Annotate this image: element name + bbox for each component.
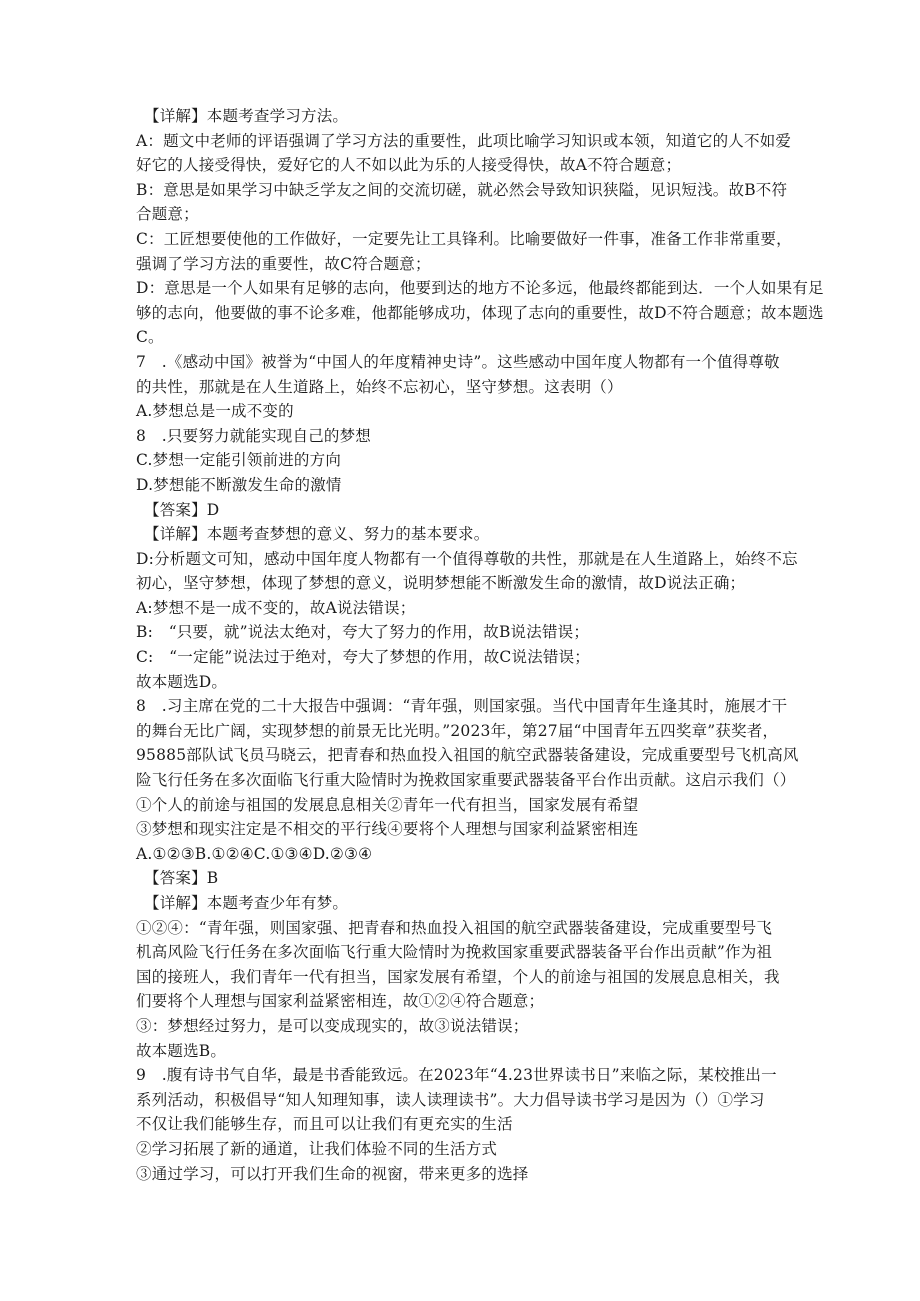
- option-d-analysis: D：意思是一个人如果有足够的志向，他要到达的地方不论多远，他最终都能到达．一个人如果有足: [136, 279, 824, 298]
- option-a-analysis: A：题文中老师的评语强调了学习方法的重要性，此项比喻学习知识或本领，知道它的人不如爱: [136, 131, 792, 150]
- question-8-analysis-cont-1: 机高风险飞行任务在多次面临飞行重大险情时为挽救国家重要武器装备平台作出贡献”作为祖: [136, 943, 773, 962]
- option-b-analysis-cont: 合题意；: [136, 205, 199, 224]
- option-b-analysis: B：意思是如果学习中缺乏学友之间的交流切磋，就必然会导致知识狭隘，见识短浅。故B不符: [136, 180, 788, 199]
- question-7-option-c: C.梦想一定能引领前进的方向: [136, 451, 342, 470]
- question-8-options: A.①②③B.①②④C.①③④D.②③④: [136, 844, 373, 863]
- question-8-stem-cont-2: 95885部队试飞员马晓云，把青春和热血投入祖国的航空武器装备建设，完成重要型号飞机高风: [136, 746, 799, 765]
- question-8-answer: 【答案】B: [144, 869, 219, 888]
- question-7-option-b: 8 .只要努力就能实现自己的梦想: [136, 426, 371, 445]
- document-body: [136, 104, 824, 1186]
- question-7-explanation-heading: 【详解】本题考查梦想的意义、努力的基本要求。: [144, 525, 490, 544]
- question-7-conclusion: 故本题选D。: [136, 672, 228, 691]
- question-7-option-a: A.梦想总是一成不变的: [136, 402, 294, 421]
- explanation-heading: 【详解】本题考查学习方法。: [144, 107, 349, 125]
- question-8-analysis-cont-3: 们要将个人理想与国家利益紧密相连，故①②④符合题意；: [136, 992, 545, 1011]
- question-8-stem-cont-3: 险飞行任务在多次面临飞行重大险情时为挽救国家重要武器装备平台作出贡献。这启示我们（）: [136, 771, 796, 790]
- option-c-analysis: C：工匠想要使他的工作做好，一定要先让工具锋利。比喻要做好一件事，准备工作非常重要，: [136, 229, 792, 248]
- question-9-stem-cont-1: 系列活动，积极倡导“知人知理知事，读人读理读书”。大力倡导读书学习是因为（）①学习: [136, 1090, 765, 1109]
- question-9-statement-2: ②学习拓展了新的通道，让我们体验不同的生活方式: [136, 1139, 498, 1158]
- question-7-answer: 【答案】D: [144, 500, 220, 519]
- question-7-stem-cont: 的共性，那就是在人生道路上，始终不忘初心，坚守梦想。这表明（）: [136, 377, 623, 396]
- question-8-explanation-heading: 【详解】本题考查少年有梦。: [144, 894, 349, 912]
- question-7-analysis-d-cont: 初心，坚守梦想，体现了梦想的意义，说明梦想能不断激发生命的激情，故D说法正确；: [136, 574, 746, 593]
- question-7-option-d: D.梦想能不断激发生命的激情: [136, 475, 342, 494]
- question-8-stem: 8 .习主席在党的二十大报告中强调：“青年强，则国家强。当代中国青年生逢其时，施展才干: [136, 697, 788, 716]
- question-7-analysis-b: B: “只要，就”说法太绝对，夸大了努力的作用，故B说法错误；: [136, 623, 590, 642]
- question-7-stem: 7 .《感动中国》被誉为“中国人的年度精神史诗”。这些感动中国年度人物都有一个值得尊敬: [136, 352, 780, 371]
- question-8-conclusion: 故本题选B。: [136, 1041, 227, 1060]
- option-c-analysis-cont: 强调了学习方法的重要性，故C符合题意；: [136, 254, 431, 273]
- question-8-statements-1: ①个人的前途与祖国的发展息息相关②青年一代有担当，国家发展有希望: [136, 795, 639, 814]
- answer-conclusion: C。: [136, 328, 164, 347]
- question-8-statements-2: ③梦想和现实注定是不相交的平行线④要将个人理想与国家利益紧密相连: [136, 820, 639, 839]
- question-8-analysis-cont-2: 国的接班人，我们青年一代有担当，国家发展有希望，个人的前途与祖国的发展息息相关，我: [136, 967, 780, 986]
- question-7-analysis-a: A:梦想不是一成不变的，故A说法错误；: [136, 598, 416, 617]
- question-8-stem-cont-1: 的舞台无比广阔，实现梦想的前景无比光明。”2023年，第27届“中国青年五四奖章”获奖者，: [136, 721, 779, 740]
- option-d-analysis-cont: 够的志向，他要做的事不论多难，他都能够成功，体现了志向的重要性，故D不符合题意；故本题选: [136, 303, 824, 322]
- question-9-stem-cont-2: 不仅让我们能够生存，而且可以让我们有更充实的生活: [136, 1115, 513, 1134]
- question-7-analysis-c: C: “一定能”说法过于绝对，夸大了梦想的作用，故C说法错误；: [136, 648, 590, 667]
- question-9-statement-3: ③通过学习，可以打开我们生命的视窗，带来更多的选择: [136, 1164, 529, 1183]
- question-7-analysis-d: D:分析题文可知，感动中国年度人物都有一个值得尊敬的共性，那就是在人生道路上，始终不忘: [136, 549, 798, 568]
- question-8-analysis: ①②④：“青年强，则国家强、把青春和热血投入祖国的航空武器装备建设，完成重要型号飞: [136, 918, 773, 937]
- question-8-analysis-3: ③：梦想经过努力，是可以变成现实的，故③说法错误；: [136, 1016, 529, 1035]
- option-a-analysis-cont: 好它的人接受得快，爱好它的人不如以此为乐的人接受得快，故A不符合题意；: [136, 156, 682, 175]
- question-9-stem: 9 .腹有诗书气自华，最是书香能致远。在2023年“4.23世界读书日”来临之际，某校推出一: [136, 1066, 777, 1085]
